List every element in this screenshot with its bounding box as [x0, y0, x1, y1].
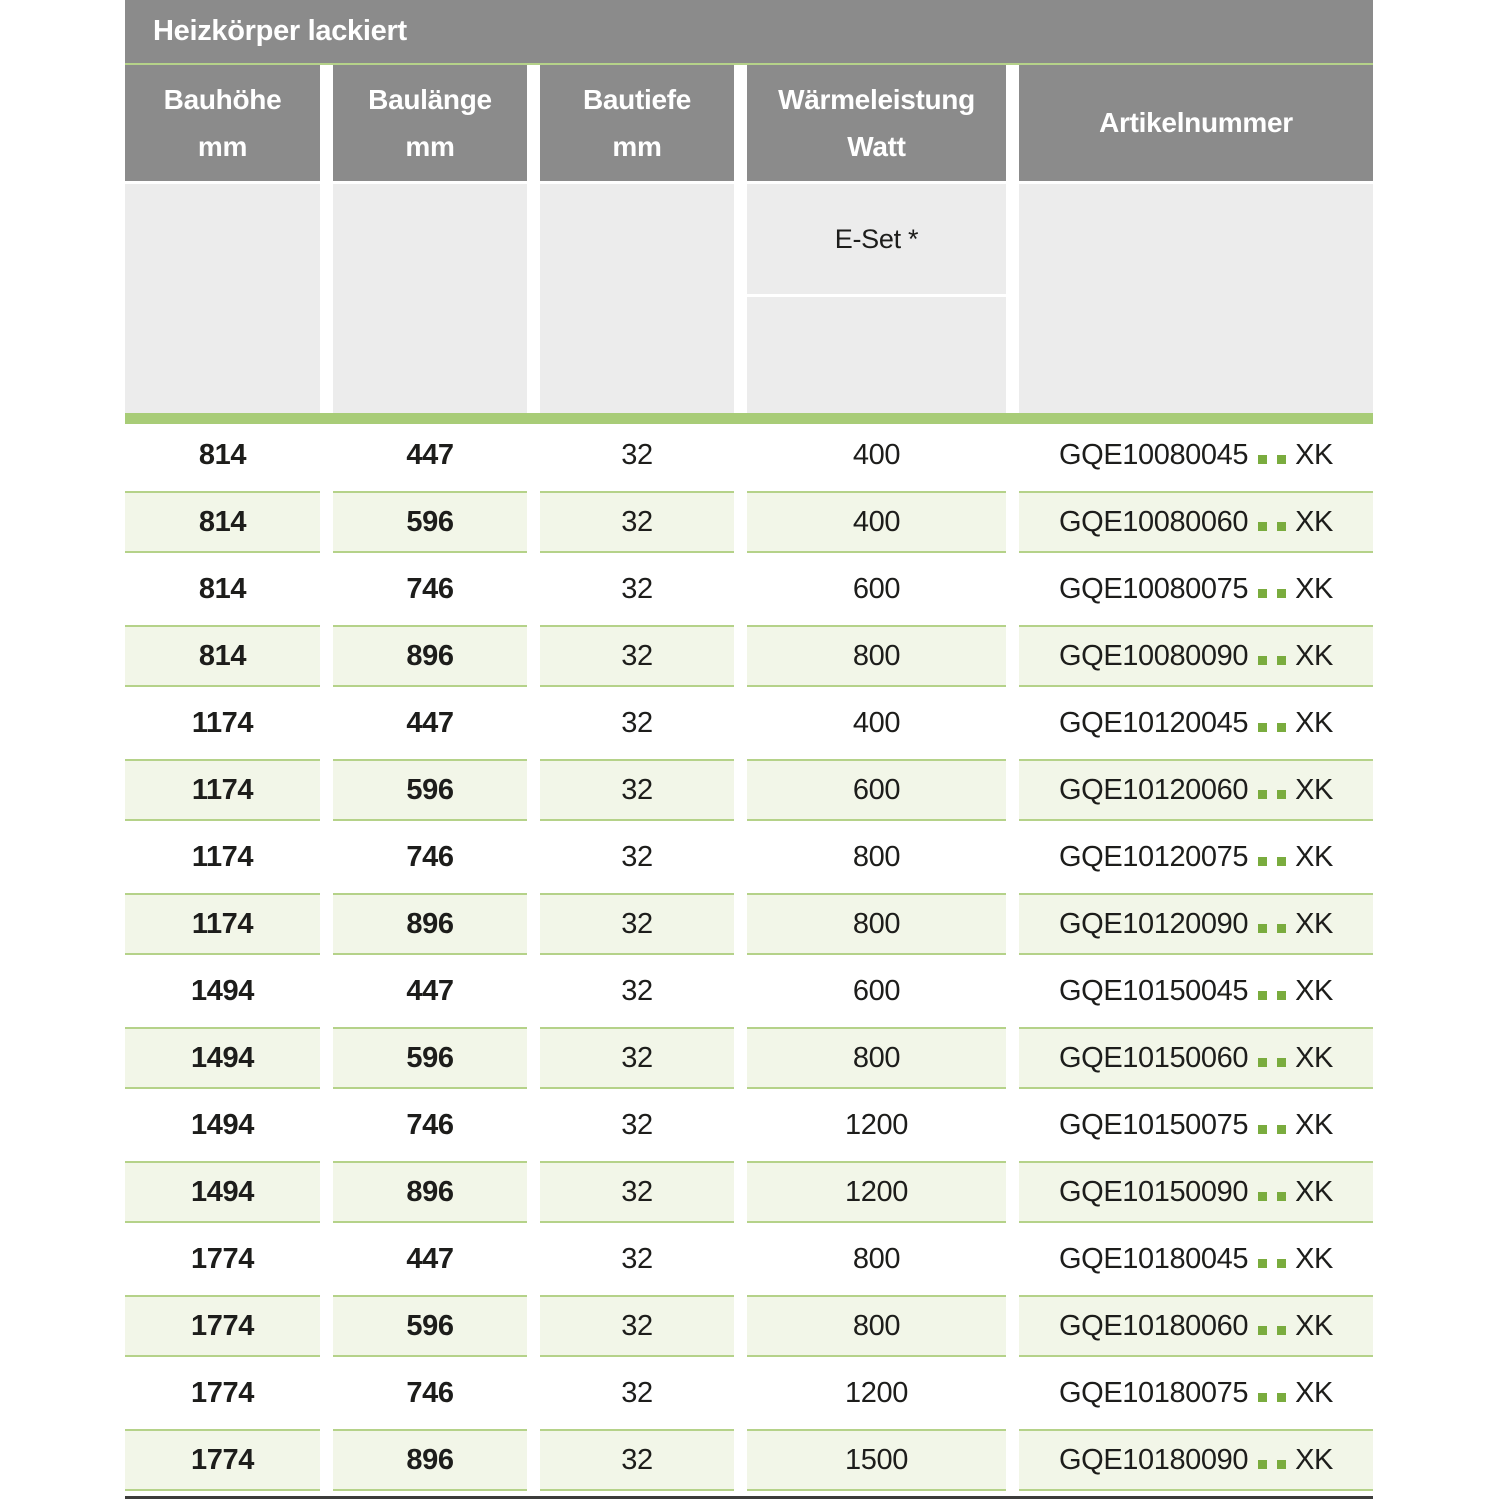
- cell-bautiefe: 32: [540, 1027, 734, 1089]
- artikelnummer: GQE10180060 XK: [1059, 1309, 1333, 1342]
- column-header-bauhoehe: [125, 65, 320, 181]
- subheader-empty-cell: [747, 297, 1006, 413]
- cell-watt: 800: [747, 625, 1006, 687]
- column-header-artikelnummer: [1019, 65, 1373, 181]
- cell-artikelnummer: [1019, 893, 1373, 955]
- cell-artikelnummer: [1019, 1161, 1373, 1223]
- artikelnummer: GQE10120060 XK: [1059, 773, 1333, 806]
- cell-artikelnummer: [1019, 692, 1373, 754]
- column-header-unit: mm: [612, 131, 662, 162]
- placeholder-dot-icon: [1277, 1058, 1286, 1067]
- cell-baulaenge: 746: [333, 1094, 527, 1156]
- cell-bauhoehe: 1774: [125, 1362, 320, 1424]
- subheader-cell-waermeleistung: [747, 184, 1006, 413]
- cell-bautiefe: 32: [540, 960, 734, 1022]
- cell-baulaenge: 896: [333, 893, 527, 955]
- table-row: [125, 1094, 1373, 1156]
- subheader-cell-baulaenge: [333, 184, 527, 413]
- cell-artikelnummer: [1019, 1295, 1373, 1357]
- cell-watt: 600: [747, 759, 1006, 821]
- cell-baulaenge: 896: [333, 625, 527, 687]
- cell-bautiefe: 32: [540, 424, 734, 486]
- table-row: [125, 960, 1373, 1022]
- placeholder-dot-icon: [1277, 723, 1286, 732]
- cell-artikelnummer: [1019, 1027, 1373, 1089]
- artikelnummer: GQE10180090 XK: [1059, 1443, 1333, 1476]
- cell-baulaenge: 447: [333, 692, 527, 754]
- cell-baulaenge: 447: [333, 424, 527, 486]
- column-header-waermeleistung: [747, 65, 1006, 181]
- cell-watt: 400: [747, 491, 1006, 553]
- artikelnummer: GQE10120090 XK: [1059, 907, 1333, 940]
- subheader-cell-artikelnummer: [1019, 184, 1373, 413]
- table-body: [125, 424, 1373, 1491]
- column-header-label: Artikelnummer: [1099, 107, 1293, 139]
- cell-bautiefe: 32: [540, 826, 734, 888]
- table-row: [125, 1027, 1373, 1089]
- cell-bautiefe: 32: [540, 1161, 734, 1223]
- placeholder-dot-icon: [1258, 790, 1267, 799]
- placeholder-dot-icon: [1258, 723, 1267, 732]
- cell-artikelnummer: [1019, 1094, 1373, 1156]
- cell-bauhoehe: 1494: [125, 1161, 320, 1223]
- cell-watt: 800: [747, 1027, 1006, 1089]
- table-row: [125, 625, 1373, 687]
- table-row: [125, 1161, 1373, 1223]
- cell-watt: 600: [747, 960, 1006, 1022]
- column-header-bautiefe: [540, 65, 734, 181]
- placeholder-dot-icon: [1258, 1460, 1267, 1469]
- cell-watt: 800: [747, 1228, 1006, 1290]
- column-header-label: Baulänge: [368, 83, 492, 115]
- column-header-row: [125, 65, 1373, 181]
- placeholder-dot-icon: [1277, 1259, 1286, 1268]
- artikelnummer: GQE10150045 XK: [1059, 974, 1333, 1007]
- cell-baulaenge: 447: [333, 960, 527, 1022]
- cell-baulaenge: 447: [333, 1228, 527, 1290]
- cell-watt: 800: [747, 826, 1006, 888]
- cell-bauhoehe: 1174: [125, 893, 320, 955]
- cell-artikelnummer: [1019, 1362, 1373, 1424]
- cell-baulaenge: 896: [333, 1161, 527, 1223]
- table-row: [125, 558, 1373, 620]
- placeholder-dot-icon: [1258, 1058, 1267, 1067]
- artikelnummer: GQE10080075 XK: [1059, 572, 1333, 605]
- placeholder-dot-icon: [1277, 455, 1286, 464]
- cell-bautiefe: 32: [540, 1228, 734, 1290]
- artikelnummer: GQE10150090 XK: [1059, 1175, 1333, 1208]
- cell-baulaenge: 746: [333, 826, 527, 888]
- table-row: [125, 893, 1373, 955]
- placeholder-dot-icon: [1258, 991, 1267, 1000]
- placeholder-dot-icon: [1258, 924, 1267, 933]
- placeholder-dot-icon: [1277, 1192, 1286, 1201]
- cell-watt: 400: [747, 424, 1006, 486]
- artikelnummer: GQE10080045 XK: [1059, 438, 1333, 471]
- cell-artikelnummer: [1019, 1228, 1373, 1290]
- table-row: [125, 424, 1373, 486]
- cell-baulaenge: 896: [333, 1429, 527, 1491]
- cell-bautiefe: 32: [540, 1295, 734, 1357]
- table-row: [125, 1429, 1373, 1491]
- placeholder-dot-icon: [1277, 656, 1286, 665]
- cell-artikelnummer: [1019, 1429, 1373, 1491]
- cell-watt: 1200: [747, 1161, 1006, 1223]
- artikelnummer: GQE10120075 XK: [1059, 840, 1333, 873]
- column-header-label: Bautiefe: [582, 83, 692, 115]
- placeholder-dot-icon: [1277, 991, 1286, 1000]
- table-row: [125, 826, 1373, 888]
- artikelnummer: GQE10120045 XK: [1059, 706, 1333, 739]
- cell-artikelnummer: [1019, 960, 1373, 1022]
- column-header-label: Bauhöhe: [163, 83, 282, 115]
- eset-label: E-Set *: [747, 184, 1006, 294]
- placeholder-dot-icon: [1277, 857, 1286, 866]
- table-row: [125, 692, 1373, 754]
- artikelnummer: GQE10150060 XK: [1059, 1041, 1333, 1074]
- column-header-baulaenge: [333, 65, 527, 181]
- column-header-unit: mm: [405, 131, 455, 162]
- cell-bauhoehe: 1494: [125, 1027, 320, 1089]
- cell-bauhoehe: 814: [125, 491, 320, 553]
- cell-bautiefe: 32: [540, 1429, 734, 1491]
- cell-bauhoehe: 814: [125, 625, 320, 687]
- cell-bauhoehe: 1494: [125, 1094, 320, 1156]
- placeholder-dot-icon: [1277, 790, 1286, 799]
- header-separator-bar: [125, 413, 1373, 424]
- cell-bautiefe: 32: [540, 558, 734, 620]
- cell-bautiefe: 32: [540, 1094, 734, 1156]
- placeholder-dot-icon: [1258, 522, 1267, 531]
- cell-baulaenge: 596: [333, 491, 527, 553]
- cell-watt: 600: [747, 558, 1006, 620]
- placeholder-dot-icon: [1258, 589, 1267, 598]
- cell-artikelnummer: [1019, 826, 1373, 888]
- cell-artikelnummer: [1019, 424, 1373, 486]
- placeholder-dot-icon: [1258, 1259, 1267, 1268]
- cell-baulaenge: 596: [333, 1027, 527, 1089]
- cell-baulaenge: 596: [333, 1295, 527, 1357]
- cell-bautiefe: 32: [540, 759, 734, 821]
- cell-bautiefe: 32: [540, 893, 734, 955]
- placeholder-dot-icon: [1258, 656, 1267, 665]
- cell-baulaenge: 596: [333, 759, 527, 821]
- cell-bauhoehe: 1494: [125, 960, 320, 1022]
- table-row: [125, 1228, 1373, 1290]
- cell-watt: 400: [747, 692, 1006, 754]
- cell-baulaenge: 746: [333, 1362, 527, 1424]
- placeholder-dot-icon: [1258, 1326, 1267, 1335]
- column-header-label: Wärmeleistung: [778, 83, 975, 115]
- artikelnummer: GQE10080090 XK: [1059, 639, 1333, 672]
- cell-watt: 1200: [747, 1362, 1006, 1424]
- table-title: Heizkörper lackiert: [153, 15, 407, 47]
- cell-watt: 1200: [747, 1094, 1006, 1156]
- table-row: [125, 1295, 1373, 1357]
- product-spec-table: [125, 0, 1373, 1499]
- artikelnummer: GQE10180045 XK: [1059, 1242, 1333, 1275]
- artikelnummer: GQE10080060 XK: [1059, 505, 1333, 538]
- cell-bauhoehe: 1174: [125, 692, 320, 754]
- cell-bautiefe: 32: [540, 692, 734, 754]
- cell-bauhoehe: 814: [125, 558, 320, 620]
- cell-watt: 800: [747, 1295, 1006, 1357]
- placeholder-dot-icon: [1258, 857, 1267, 866]
- placeholder-dot-icon: [1277, 1393, 1286, 1402]
- placeholder-dot-icon: [1277, 1125, 1286, 1134]
- cell-watt: 1500: [747, 1429, 1006, 1491]
- cell-bauhoehe: 1774: [125, 1429, 320, 1491]
- cell-bautiefe: 32: [540, 625, 734, 687]
- cell-bauhoehe: 1174: [125, 826, 320, 888]
- table-bottom-border: [125, 1496, 1373, 1499]
- cell-baulaenge: 746: [333, 558, 527, 620]
- placeholder-dot-icon: [1277, 924, 1286, 933]
- column-header-unit: mm: [197, 131, 248, 162]
- cell-artikelnummer: [1019, 558, 1373, 620]
- table-row: [125, 491, 1373, 553]
- placeholder-dot-icon: [1277, 1460, 1286, 1469]
- placeholder-dot-icon: [1277, 589, 1286, 598]
- placeholder-dot-icon: [1277, 1326, 1286, 1335]
- table-row: [125, 759, 1373, 821]
- subheader-cell-bauhoehe: [125, 184, 320, 413]
- cell-bautiefe: 32: [540, 491, 734, 553]
- cell-bauhoehe: 814: [125, 424, 320, 486]
- placeholder-dot-icon: [1258, 1393, 1267, 1402]
- placeholder-dot-icon: [1258, 455, 1267, 464]
- cell-artikelnummer: [1019, 491, 1373, 553]
- cell-watt: 800: [747, 893, 1006, 955]
- table-row: [125, 1362, 1373, 1424]
- artikelnummer: GQE10150075 XK: [1059, 1108, 1333, 1141]
- subheader-row: [125, 184, 1373, 413]
- placeholder-dot-icon: [1258, 1192, 1267, 1201]
- artikelnummer: GQE10180075 XK: [1059, 1376, 1333, 1409]
- cell-bauhoehe: 1174: [125, 759, 320, 821]
- cell-artikelnummer: [1019, 625, 1373, 687]
- placeholder-dot-icon: [1277, 522, 1286, 531]
- placeholder-dot-icon: [1258, 1125, 1267, 1134]
- cell-bautiefe: 32: [540, 1362, 734, 1424]
- cell-bauhoehe: 1774: [125, 1295, 320, 1357]
- cell-artikelnummer: [1019, 759, 1373, 821]
- subheader-cell-bautiefe: [540, 184, 734, 413]
- table-title-band: [125, 0, 1373, 63]
- column-header-unit: Watt: [847, 131, 906, 162]
- cell-bauhoehe: 1774: [125, 1228, 320, 1290]
